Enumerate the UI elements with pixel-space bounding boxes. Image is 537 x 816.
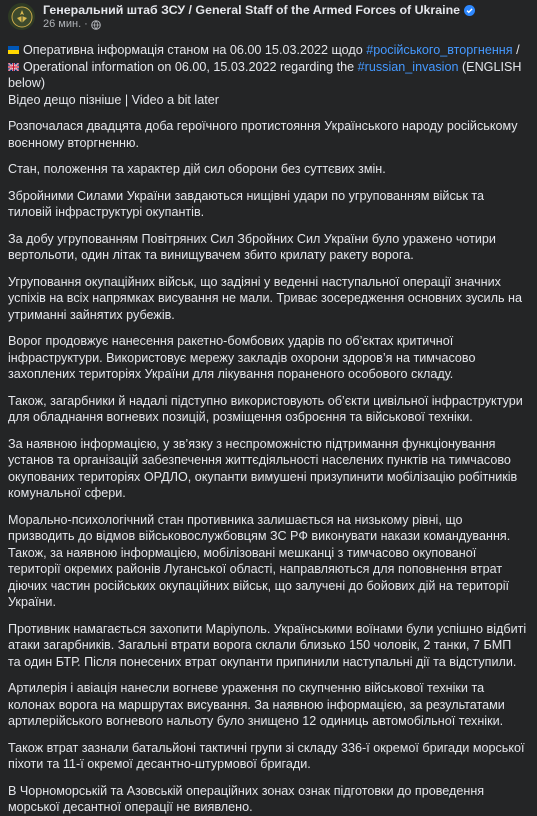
ua-flag-icon: [8, 46, 19, 54]
hashtag-link-ua[interactable]: #російського_вторгнення: [366, 43, 513, 57]
gb-flag-icon: [8, 63, 19, 71]
post-paragraph: Також втрат зазнали батальйоні тактичні групи зі складу 336-ї окремої бригади морської піхоти та 11-ї окремої десантно-штурмової бригади.: [8, 740, 525, 771]
post-timestamp-link[interactable]: 26 мин.: [43, 18, 82, 30]
post-header: [8, 0, 527, 36]
intro-text-ua: Оперативна інформація станом на 06.00 15.03.2022 щодо: [23, 43, 367, 57]
post-paragraph: Стан, положення та характер дій сил оборони без суттєвих змін.: [8, 162, 386, 176]
hashtag-link-en[interactable]: #russian_invasion: [357, 59, 459, 74]
post-paragraph: Розпочалася двадцята доба героїчного протистояння Українського народу російському воєнному вторгненню.: [8, 119, 518, 150]
intro-line: [8, 42, 527, 92]
post-paragraph: Противник намагається захопити Маріуполь. Українськими воїнами були успішно відбиті атаки загарбників. Загальні втрати ворога склали близько 150 чоловік, 2 танки, 7 БМП та один БТР. Після понесених втрат окупанти припинили наступальні дії та відступили.: [8, 621, 527, 669]
intro-text-en-tail: (ENGLISH below): [8, 59, 522, 90]
post-paragraph: Морально-психологічний стан противника залишається на низькому рівні, що призводить до відмов військовослужбовцям ЗС РФ виконувати накази командування. Також, за наявною інформацією, мобілізовані мешканці з тимчасово окупованої території окремих районів Луганської області, направляються для поповнення втрат діючих частин російських окупаційних військ, що залучені до бойових дій на території України.: [8, 512, 511, 609]
post-intro: [8, 42, 527, 108]
globe-icon[interactable]: [91, 20, 101, 30]
page-avatar[interactable]: [8, 3, 35, 30]
post-paragraph: Збройними Силами України завдаються нищівні удари по угрупованням військ та тиловій інфраструктурі окупантів.: [8, 188, 484, 219]
armed-forces-emblem-icon: [11, 6, 33, 28]
page-name-row: [43, 2, 475, 18]
post-paragraph: Артилерія і авіація нанесли вогневе ураження по скупченню військової техніки та колонах ворога на маршрутах висування. За наявною інформацією, за результатами артилерійського вогневого нальоту було знищено 12 одиниць автомобільної техніки.: [8, 681, 505, 728]
post-subline: [43, 18, 475, 31]
intro-text-en: Operational information on 06.00, 15.03.2022 regarding the: [23, 59, 358, 74]
post-paragraph: За добу угрупованням Повітряних Сил Збройних Сил України було уражено чотири вертольоти, один літак та винищувачем збито крилату ракету ворога.: [8, 231, 496, 262]
verified-badge-icon: [464, 5, 475, 16]
post-meta: [43, 2, 475, 31]
post-paragraph: Також, загарбники й надалі підступно використовують об’єкти цивільної інфраструктури для обладнання вогневих позицій, розміщення озброєння та військової техніки.: [8, 393, 523, 424]
post-paragraph: В Чорноморській та Азовській операційних зонах ознак підготовки до проведення морської десантної операції не виявлено.: [8, 783, 485, 814]
page-name-link[interactable]: Генеральний штаб ЗСУ / General Staff of the Armed Forces of Ukraine: [43, 3, 461, 17]
post-paragraph: За наявною інформацією, у зв’язку з неспроможністю підтримання функціонування установ та організацій забезпечення життєдіяльності населених пунктів на тимчасово окупованих територіях ОРДЛО, окупанти вимушені призупинити мобілізацію робітників комунальної сфери.: [8, 436, 518, 500]
intro-separator: /: [512, 43, 520, 57]
separator-dot: ·: [84, 18, 88, 30]
post-paragraph: Угруповання окупаційних військ, що задіяні у веденні наступальної операції значних успіхів на всіх напрямках висування не мали. Триває зосередження основних зусиль на утриманні зайнятих рубежів.: [8, 274, 522, 322]
video-note: Відео дещо пізніше | Video a bit later: [8, 92, 219, 107]
post-paragraph: Ворог продовжує нанесення ракетно-бомбових ударів по об’єктах критичної інфраструктури. Використовує мережу закладів охорони здоров’я на тимчасово захоплених територіях України для лікування пораненого особового складу.: [8, 334, 476, 381]
